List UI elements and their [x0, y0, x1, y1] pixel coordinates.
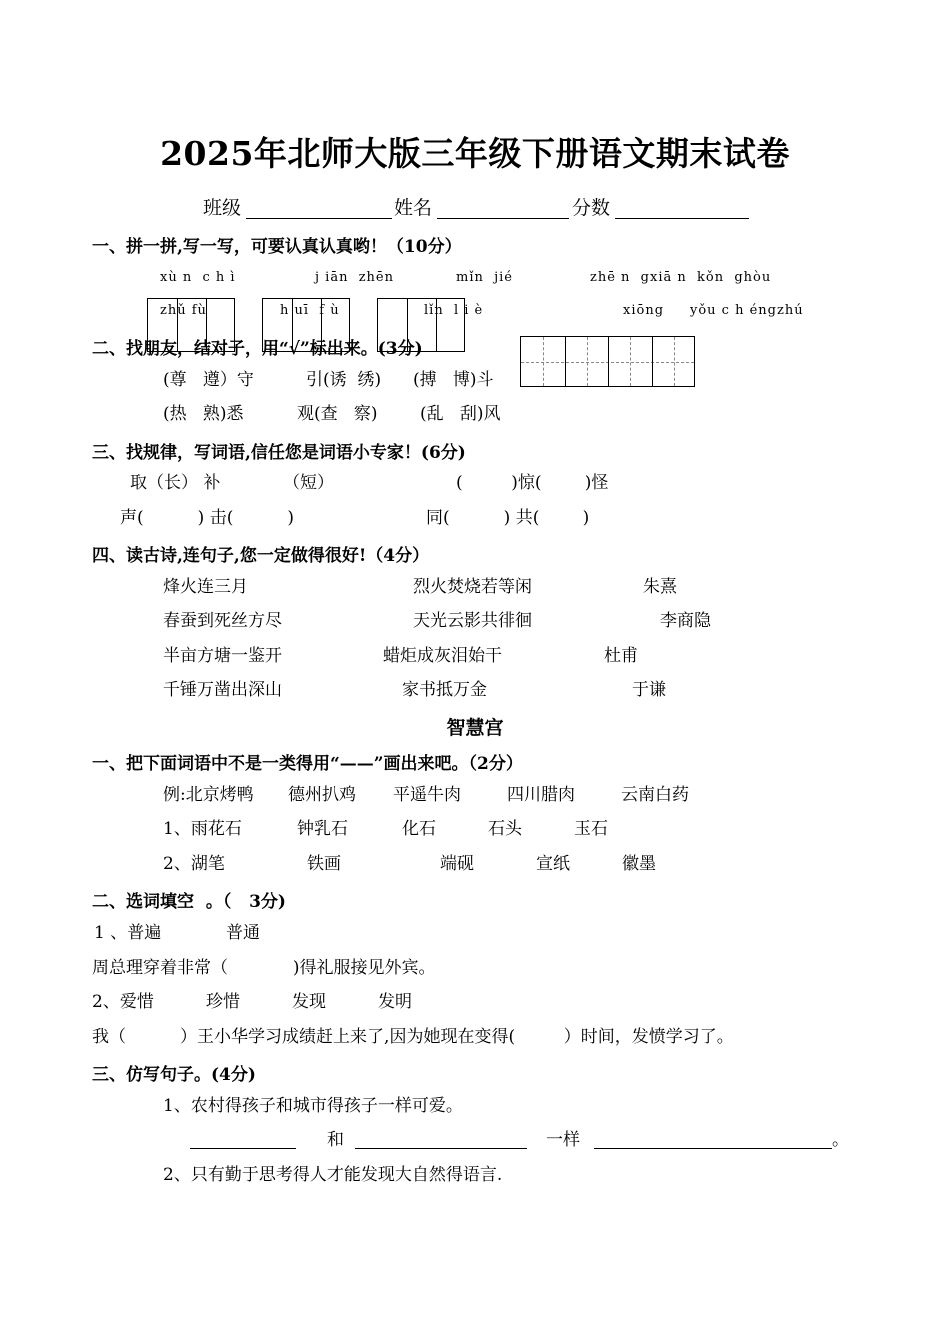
poet-1: 朱熹	[643, 577, 677, 597]
example-word-3: 平遥牛肉	[393, 785, 461, 805]
q2-word-5: 发现	[292, 992, 326, 1012]
pinyin-6: h uī f ù	[280, 303, 340, 318]
wisdom-q3-heading: 三、仿写句子。(4分)	[92, 1065, 256, 1085]
poem-line-b1: 烈火焚烧若等闲	[413, 577, 532, 597]
wisdom-q1-heading: 一、把下面词语中不是一类得用“——”画出来吧。（2分）	[92, 754, 523, 774]
q1-row1-word-2: 钟乳石	[297, 819, 348, 839]
pattern-3: ( )惊( )怪	[456, 473, 609, 493]
class-field[interactable]	[246, 196, 392, 219]
page-title: 2025年北师大版三年级下册语文期末试卷	[160, 134, 790, 173]
imitation-blank-1[interactable]	[190, 1126, 296, 1149]
pattern-2: （短）	[283, 473, 334, 493]
poem-line-b2: 天光云影共徘徊	[413, 611, 532, 631]
name-label: 姓名	[394, 197, 433, 219]
pinyin-9: yǒu c h éngzhú	[690, 303, 804, 318]
q1-row1-word-5: 玉石	[574, 819, 608, 839]
poem-line-a1: 烽火连三月	[163, 577, 248, 597]
pair-3: (搏 博)斗	[413, 370, 494, 390]
q1-row1-word-3: 化石	[402, 819, 436, 839]
pinyin-3: mǐn jié	[456, 270, 514, 285]
q3-sentence-2: 2、只有勤于思考得人才能发现大自然得语言.	[163, 1165, 503, 1185]
poem-line-b3: 蜡炬成灰泪始干	[383, 646, 502, 666]
wisdom-q2-heading: 二、选词填空 。（ 3分)	[92, 892, 286, 912]
section2-heading: 二、找朋友，结对子，用“√”标出来。(3分)	[92, 339, 423, 359]
pinyin-8: xiōng	[623, 303, 665, 318]
q2-sentence-2: 我（ ）王小华学习成绩赶上来了,因为她现在变得( ）时间，发愤学习了。	[92, 1027, 734, 1047]
q1-row1-word-4: 石头	[488, 819, 522, 839]
q1-row2-word-5: 徽墨	[622, 854, 656, 874]
pinyin-7: lǐn l i è	[424, 303, 484, 318]
imitation-and: 和	[327, 1130, 344, 1150]
q1-row2-word-1: 2、湖笔	[163, 854, 225, 874]
pattern-1: 取（长） 补	[130, 473, 221, 493]
q2-sentence-1: 周总理穿着非常（ )得礼服接见外宾。	[92, 958, 436, 978]
pair-2: 引(诱 绣)	[306, 370, 382, 390]
poet-4: 于谦	[632, 680, 666, 700]
q1-row2-word-2: 铁画	[307, 854, 341, 874]
example-word-5: 云南白药	[621, 785, 689, 805]
imitation-same: 一样	[546, 1130, 580, 1150]
q1-row2-word-3: 端砚	[440, 854, 474, 874]
pinyin-5: zhǔ fù	[160, 303, 207, 318]
pinyin-1: xù n c h ì	[160, 270, 236, 285]
imitation-blank-2[interactable]	[355, 1126, 527, 1149]
score-field[interactable]	[615, 196, 749, 219]
pattern-5: 同( ) 共( )	[426, 508, 590, 528]
q2-word-1: 1 、普遍	[94, 923, 162, 943]
q2-word-4: 珍惜	[206, 992, 240, 1012]
writing-grid-4[interactable]	[520, 336, 695, 387]
pinyin-4: zhē n gxiā n kǒn ghòu	[590, 270, 772, 285]
poem-line-a3: 半亩方塘一鉴开	[163, 646, 282, 666]
imitation-blank-3[interactable]	[594, 1126, 832, 1149]
poem-line-a4: 千锤万凿出深山	[163, 680, 282, 700]
pair-5: 观(查 察)	[297, 404, 378, 424]
example-word-1: 例:北京烤鸭	[163, 785, 254, 805]
section4-heading: 四、读古诗,连句子,您一定做得很好!（4分）	[92, 546, 430, 566]
pair-1: (尊 遵）守	[163, 370, 254, 390]
section3-heading: 三、找规律，写词语,信任您是词语小专家！(6分)	[92, 443, 466, 463]
pair-4: (热 熟)悉	[163, 404, 244, 424]
wisdom-title: 智慧宫	[446, 717, 504, 739]
example-word-4: 四川腊肉	[507, 785, 575, 805]
poem-line-a2: 春蚕到死丝方尽	[163, 611, 282, 631]
poet-2: 李商隐	[660, 611, 711, 631]
q2-word-2: 普通	[226, 923, 260, 943]
section1-heading: 一、拼一拼,写一写，可要认真认真哟！（10分）	[92, 237, 462, 257]
poem-line-b4: 家书抵万金	[402, 680, 487, 700]
q1-row2-word-4: 宣纸	[536, 854, 570, 874]
q2-word-3: 2、爱惜	[92, 992, 154, 1012]
pattern-4: 声( ) 击( )	[120, 508, 295, 528]
pair-6: (乱 刮)风	[420, 404, 501, 424]
q1-row1-word-1: 1、雨花石	[163, 819, 242, 839]
example-word-2: 德州扒鸡	[288, 785, 356, 805]
imitation-period: 。	[832, 1130, 849, 1150]
name-field[interactable]	[437, 196, 569, 219]
pinyin-2: j iān zhēn	[315, 270, 394, 285]
poet-3: 杜甫	[604, 646, 638, 666]
score-label: 分数	[572, 197, 611, 219]
class-label: 班级	[203, 197, 242, 219]
q2-word-6: 发明	[378, 992, 412, 1012]
q3-sentence-1: 1、农村得孩子和城市得孩子一样可爱。	[163, 1096, 463, 1116]
